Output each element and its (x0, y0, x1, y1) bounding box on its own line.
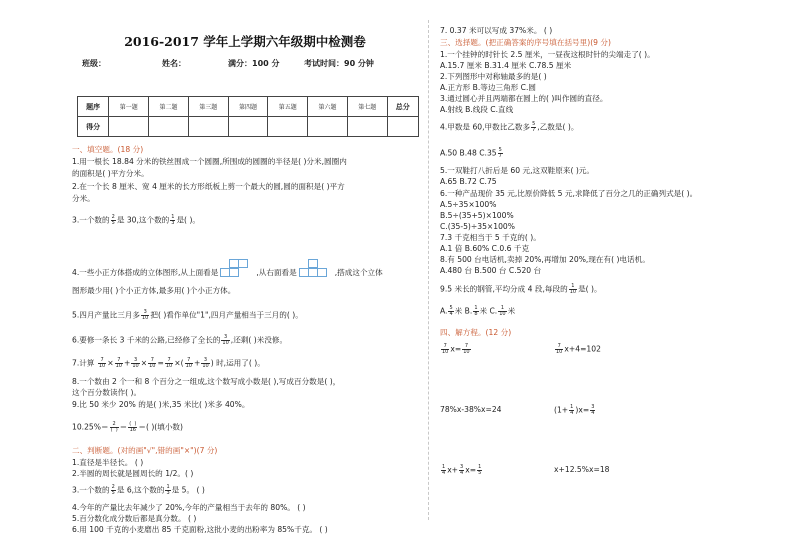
s3-q9-options: A. $\frac{5}{4}$ 米 B. $\frac{1}{8}$ 米 C. $\frac{1}{10}$ 米 (440, 305, 516, 317)
class-label: 班级： (82, 59, 106, 68)
score-header-cell: 第四题 (228, 97, 268, 117)
s2-q1: 1.直径是半径长。 ( ) (72, 458, 144, 467)
equation-5: $\frac{1}{4}$ x+ $\frac{3}{4}$ x= $\frac{1}{5}$ (442, 464, 482, 476)
s1-q1-line2: 的面积是( )平方分米。 (72, 169, 149, 178)
s3-q6-b: B.5÷(35+5)×100% (440, 211, 514, 220)
full-score: 满分：100 分 (228, 59, 280, 68)
score-header-cell: 第七题 (347, 97, 387, 117)
name-label: 姓名： (162, 59, 186, 68)
s3-q3: 3.通过圆心并且两端都在圆上的( )叫作圆的直径。 (440, 94, 608, 103)
s3-q2: 2.下列图形中对称轴最多的是( ) (440, 72, 547, 81)
equation-4: (1+ $\frac{1}{4}$ )x= $\frac{3}{4}$ (554, 404, 595, 416)
s2-q5: 5.百分数化成分数后都是真分数。 ( ) (72, 514, 197, 523)
equation-1: $\frac{7}{10}$ x= $\frac{7}{10}$ (442, 343, 470, 355)
s3-q4: 4.甲数是 60,甲数比乙数多 $\frac{5}{7}$ ,乙数是( )。 (440, 121, 579, 133)
score-header-cell: 第二题 (149, 97, 189, 117)
score-cell[interactable] (188, 117, 228, 137)
s3-q7: 7.3 千克相当于 5 千克的( )。 (440, 233, 541, 242)
s1-q9: 9.比 50 米少 20% 的是( )米,35 米比( )米多 40%。 (72, 400, 250, 409)
score-cell[interactable] (347, 117, 387, 137)
score-cell[interactable] (308, 117, 348, 137)
equation-6: x+12.5%x=18 (554, 465, 610, 474)
score-header-cell: 总分 (387, 97, 418, 117)
exam-time: 考试时间：90 分钟 (304, 59, 374, 68)
score-table (77, 96, 419, 137)
s1-q2-line2: 分米。 (72, 194, 95, 203)
s3-q6-a: A.5÷35×100% (440, 200, 497, 209)
s3-q5-options: A.65 B.72 C.75 (440, 177, 497, 186)
equation-3: 78%x-38%x=24 (440, 405, 502, 414)
s1-q6: 6.要修一条长 3 千米的公路,已经修了全长的 $\frac{3}{10}$ ,还剩( )米没修。 (72, 334, 288, 346)
s1-q1-line1: 1.用一根长 18.84 分米的铁丝围成一个圆圈,所围成的圆圈的半径是( )分米,圆圈内 (72, 157, 347, 166)
s3-q4-options: A.50 B.48 C.35 $\frac{5}{7}$ (440, 147, 502, 159)
section4-title: 四、解方程。(12 分) (440, 328, 512, 337)
s3-q6: 6.一种产品现价 35 元,比原价降低 5 元,求降低了百分之几的正确列式是( )。 (440, 189, 698, 198)
s3-q8: 8.有 500 台电话机,卖掉 20%,再增加 20%,现在有( )电话机。 (440, 255, 650, 264)
s1-q3-text: 3.一个数的 (72, 215, 110, 225)
score-row-label: 得分 (78, 117, 109, 137)
score-cell[interactable] (228, 117, 268, 137)
s2-q2: 2.半圆的周长就是圆周长的 1/2。( ) (72, 469, 194, 478)
equation-2: $\frac{7}{10}$ x+4=102 (556, 343, 601, 355)
s1-q10: 10.25%＝ $\frac{2}{( )}$ ＝ $\frac{( )}{16}$ ＝( )(填小数) (72, 421, 183, 433)
s3-q2-options: A.正方形 B.等边三角形 C.圆 (440, 83, 536, 92)
score-table-header-row (78, 97, 419, 117)
score-header-cell: 题序 (78, 97, 109, 117)
score-cell[interactable] (149, 117, 189, 137)
s1-q8-line2: 这个百分数读作( )。 (72, 388, 142, 397)
s3-q1-options: A.15.7 厘米 B.31.4 厘米 C.78.5 厘米 (440, 61, 572, 70)
s3-q1: 1.一个挂钟的时针长 2.5 厘米，一昼夜这根时针的尖端走了( )。 (440, 50, 655, 59)
score-cell[interactable] (387, 117, 418, 137)
s2-q3: 3.一个数的 $\frac{2}{5}$ 是 6,这个数的 $\frac{1}{3}$ 是 5。 ( ) (72, 484, 205, 496)
score-table-score-row (78, 117, 419, 137)
s1-q2-line1: 2.在一个长 8 厘米、宽 4 厘米的长方形纸板上剪一个最大的圆,圆的面积是( )平方 (72, 182, 345, 191)
s3-q5: 5.一双鞋打八折后是 60 元,这双鞋原来( )元。 (440, 166, 594, 175)
section1-title: 一、填空题。(18 分) (72, 145, 144, 154)
score-header-cell: 第三题 (188, 97, 228, 117)
fraction: $\frac{3}{10}$ (222, 334, 229, 346)
s1-q8-line1: 8.一个数由 2 个一和 8 个百分之一组成,这个数写成小数是( ),写成百分数是( )， (72, 377, 341, 386)
score-cell[interactable] (109, 117, 149, 137)
score-header-cell: 第五题 (268, 97, 308, 117)
s1-q5: 5.四月产量比三月多 $\frac{3}{10}$ 把( )看作单位"1",四月产量相当于三月的( )。 (72, 309, 303, 321)
s3-q9: 9.5 米长的钢管,平均分成 4 段,每段的 $\frac{1}{10}$ 是( )。 (440, 283, 602, 295)
s3-q6-c: C.(35-5)÷35×100% (440, 222, 515, 231)
section2-title: 二、判断题。(对的画"√",错的画"×")(7 分) (72, 446, 218, 455)
s3-q8-options: A.480 台 B.500 台 C.520 台 (440, 266, 542, 275)
s1-q3: 3.一个数的 $\frac{2}{5}$ 是 30,这个数的 $\frac{1}{3}$ 是( )。 (72, 214, 200, 226)
section3-title: 三、选择题。(把正确答案的序号填在括号里)(9 分) (440, 38, 611, 47)
s3-q3-options: A.射线 B.线段 C.直线 (440, 105, 514, 114)
s2-q7: 7. 0.37 米可以写成 37%米。 ( ) (440, 26, 553, 35)
s2-q4: 4.今年的产量比去年减少了 20%,今年的产量相当于去年的 80%。 ( ) (72, 503, 306, 512)
score-header-cell: 第六题 (308, 97, 348, 117)
top-view-figure (220, 258, 254, 278)
column-divider (428, 20, 429, 520)
score-header-cell: 第一题 (109, 97, 149, 117)
s1-q4-line2: 图形最少用( )个小正方体,最多用( )个小正方体。 (72, 286, 236, 295)
fraction: $\frac{1}{3}$ (171, 214, 175, 226)
s1-q7: 7.计算 $\frac{7}{10}$ × $\frac{7}{10}$ + $\frac{3}{10}$ × $\frac{7}{10}$ = $\frac{7}{10}$ ×( $\frac{7}{10}$ + $\frac{3}{10}$ ) 时,运用了( )。 (72, 357, 265, 369)
score-cell[interactable] (268, 117, 308, 137)
s2-q6: 6.用 100 千克的小麦磨出 85 千克面粉,这批小麦的出粉率为 85%千克。 ( ) (72, 525, 328, 534)
exam-title: 2016-2017 学年上学期六年级期中检测卷 (124, 34, 366, 49)
right-view-figure (299, 258, 333, 278)
s1-q4-line1: 4.一些小正方体搭成的立体图形,从上面看是 ,从右面看是 ,搭成这个立体 (72, 258, 383, 278)
fraction: $\frac{3}{10}$ (142, 309, 149, 321)
s3-q7-options: A.1 倍 B.60% C.0.6 千克 (440, 244, 530, 253)
fraction: $\frac{2}{5}$ (111, 214, 115, 226)
